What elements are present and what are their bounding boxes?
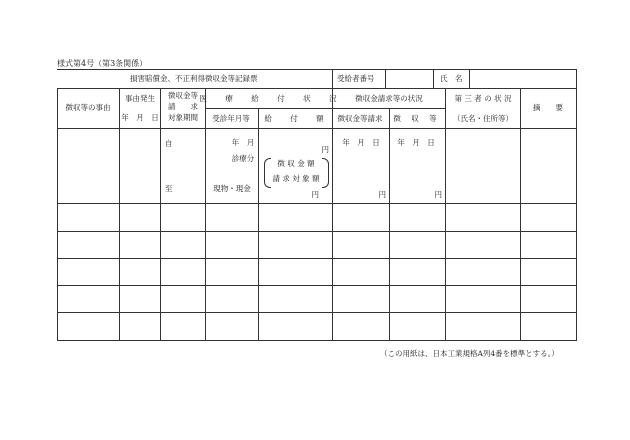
form-number: 様式第4号（第3条関係） xyxy=(57,59,148,68)
grid-line xyxy=(433,69,434,88)
row1-yen-collected: 円 xyxy=(311,190,319,199)
grid-line xyxy=(389,108,390,340)
grid-line xyxy=(445,88,446,340)
header-claim-period-mid: 請 求 xyxy=(168,102,198,111)
row1-yen-claim: 円 xyxy=(378,190,386,199)
grid-line xyxy=(57,88,58,340)
grid-line xyxy=(205,108,445,109)
header-reason: 徴収等の事由 xyxy=(65,103,111,112)
grid-line xyxy=(160,88,161,340)
grid-line xyxy=(57,128,576,129)
header-collection-claim: 徴収金等請求 xyxy=(337,114,383,123)
header-collection-status: 徴収金請求等の状況 xyxy=(355,94,423,103)
grid-line xyxy=(258,108,259,340)
header-remarks: 摘 要 xyxy=(533,103,563,112)
row1-treatment-portion: 診療分 xyxy=(231,154,255,163)
recipient-number-label: 受給者番号 xyxy=(337,74,375,83)
row1-ymd-claim: 年 月 日 xyxy=(342,138,380,147)
header-medical-status: 医 療 給 付 状 況 xyxy=(199,94,345,103)
header-treatment-month: 受診年月等 xyxy=(212,114,250,123)
header-third-party-details: （氏名・住所等） xyxy=(453,114,513,123)
grid-line xyxy=(57,340,576,341)
header-occurrence-ymd: 年 月 日 xyxy=(121,113,159,122)
grid-line xyxy=(57,88,576,89)
row1-yen-benefit: 円 xyxy=(321,145,329,154)
row1-to-label: 至 xyxy=(165,184,173,193)
grid-line xyxy=(57,203,576,204)
grid-line xyxy=(205,88,206,340)
header-benefit-amount: 給 付 額 xyxy=(264,114,332,123)
header-occurrence-date: 事由発生 xyxy=(125,94,155,103)
row1-yen-collection: 円 xyxy=(434,190,442,199)
row1-year-month: 年 月 xyxy=(231,138,255,147)
row1-in-kind-cash: 現物・現金 xyxy=(213,184,251,193)
grid-line xyxy=(332,69,333,340)
grid-line xyxy=(520,88,521,340)
row1-collected-amount: 徴 収 金 額 xyxy=(277,159,315,168)
grid-line xyxy=(57,285,576,286)
row1-from-label: 自 xyxy=(165,139,173,148)
paren-right xyxy=(322,158,329,188)
form-title: 損害賠償金、不正利得徴収金等記録票 xyxy=(130,74,258,83)
row1-ymd-collection: 年 月 日 xyxy=(397,138,435,147)
name-field[interactable] xyxy=(470,70,575,88)
grid-line xyxy=(119,88,120,340)
grid-line xyxy=(57,231,576,232)
header-collection: 徴 収 等 xyxy=(393,114,441,123)
footer-note: （この用紙は、日本工業規格A列4番を標準とする。） xyxy=(380,349,559,358)
paren-left xyxy=(264,158,271,188)
header-third-party-status: 第 三 者 の 状 況 xyxy=(454,94,512,103)
grid-line xyxy=(57,312,576,313)
grid-line xyxy=(576,69,577,341)
grid-line xyxy=(57,258,576,259)
header-claim-period-top: 徴収金等 xyxy=(168,91,198,100)
recipient-number-field[interactable] xyxy=(386,70,432,88)
name-label: 氏 名 xyxy=(440,74,463,83)
header-claim-period-bottom: 対象期間 xyxy=(168,113,198,122)
row1-claim-target-amount: 請 求 対 象 額 xyxy=(272,174,320,183)
